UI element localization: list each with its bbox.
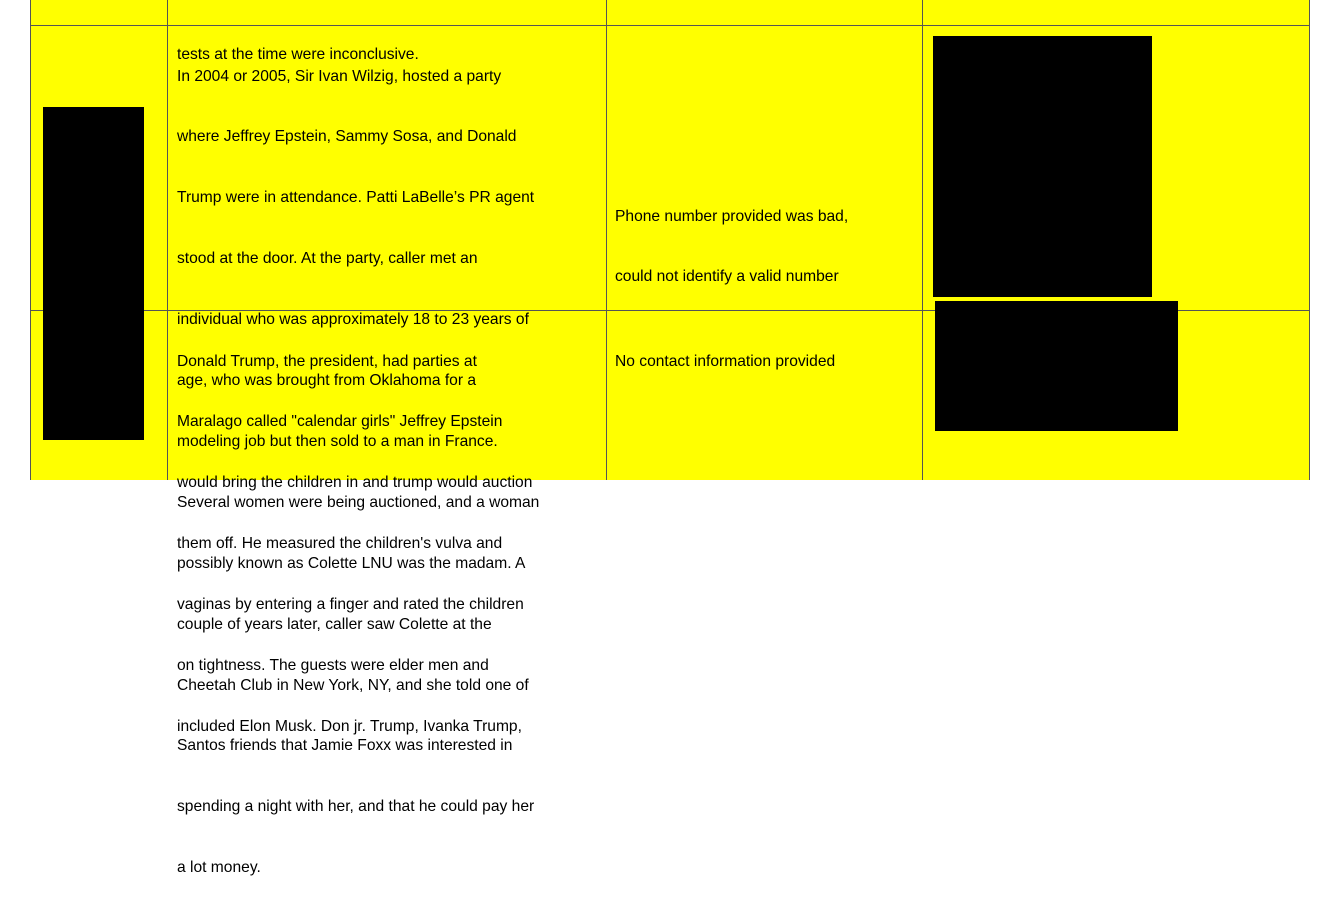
description-line: Santos friends that Jamie Foxx was interested in (177, 737, 513, 755)
description-line: vaginas by entering a finger and rated the children (177, 596, 524, 614)
contact-line: Phone number provided was bad, (615, 207, 849, 225)
column-divider (606, 0, 607, 480)
description-line: included Elon Musk. Don jr. Trump, Ivanka Trump, (177, 717, 522, 735)
description-line: them off. He measured the children's vulva and (177, 535, 503, 553)
description-line: Donald Trump, the president, had parties at (177, 352, 477, 370)
row-2-contact (615, 311, 835, 392)
description-line: tests at the time were inconclusive. (177, 45, 419, 63)
description-line: a lot money. (177, 859, 261, 877)
description-line: on tightness. The guests were elder men and (177, 657, 489, 675)
description-line: Cheetah Club in New York, NY, and she told one of (177, 676, 529, 694)
description-line: age, who was brought from Oklahoma for a (177, 372, 477, 390)
contact-line: No contact information provided (615, 352, 836, 370)
column-divider (1309, 0, 1310, 480)
redaction-block (43, 107, 144, 440)
description-line: Several women were being auctioned, and a woman (177, 493, 540, 511)
row-2-description (177, 311, 532, 758)
description-line: Trump were in attendance. Patti LaBelle’s PR agent (177, 189, 535, 207)
contact-line: could not identify a valid number (615, 268, 839, 286)
description-line: couple of years later, caller saw Colette at the (177, 615, 492, 633)
description-line: individual who was approximately 18 to 23 years of (177, 311, 529, 329)
description-line: In 2004 or 2005, Sir Ivan Wilzig, hosted a party (177, 67, 502, 85)
description-line: possibly known as Colette LNU was the madam. A (177, 554, 526, 572)
description-line: spending a night with her, and that he could pay her (177, 798, 535, 816)
column-divider (922, 0, 923, 480)
description-line: where Jeffrey Epstein, Sammy Sosa, and Donald (177, 128, 517, 146)
description-line: would bring the children in and trump would auction (177, 474, 533, 492)
column-divider (30, 0, 31, 480)
row-1-contact (615, 166, 848, 308)
column-divider (167, 0, 168, 480)
description-line: modeling job but then sold to a man in France. (177, 432, 498, 450)
description-line: stood at the door. At the party, caller met an (177, 250, 478, 268)
description-line: Maralago called "calendar girls" Jeffrey Epstein (177, 413, 503, 431)
redaction-block (933, 36, 1152, 297)
redaction-block (935, 301, 1178, 431)
